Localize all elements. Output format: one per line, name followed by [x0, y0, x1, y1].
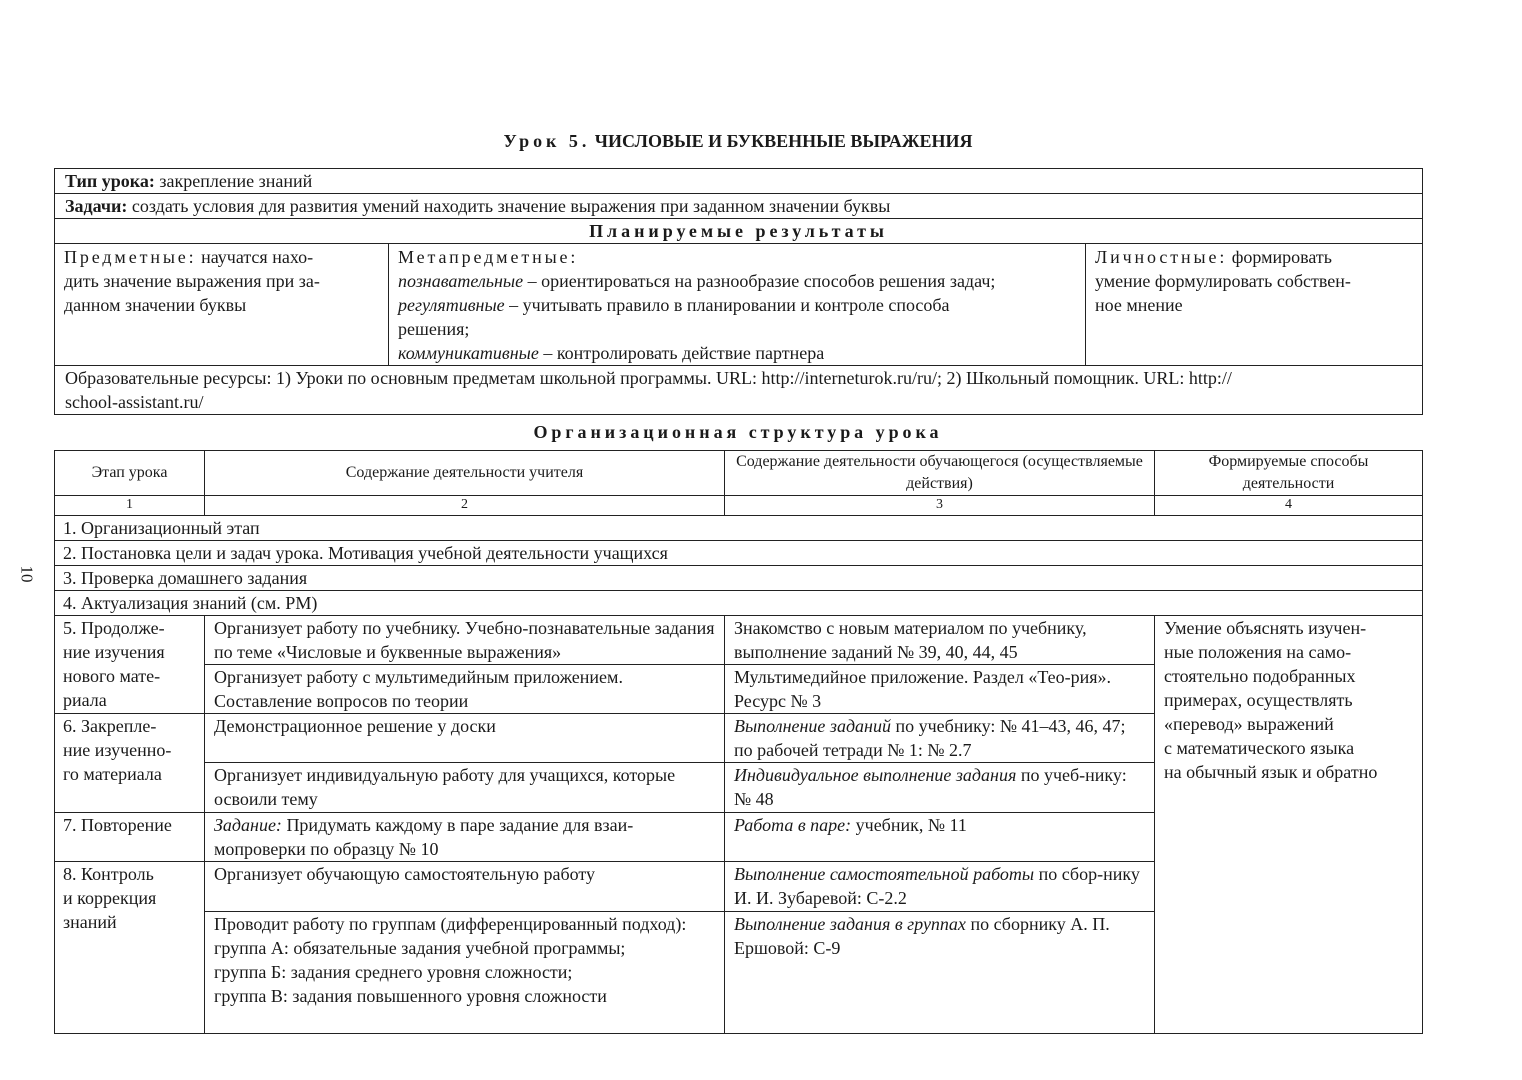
- col-header-skills: Формируемые способы деятельности: [1155, 451, 1423, 496]
- student-activity: [725, 763, 1155, 813]
- tasks-row: [55, 194, 1423, 219]
- student-activity-text: по сбор-нику И. И. Зубаревой: С-2.2: [734, 864, 1140, 908]
- meta-item-text: – учитывать правило в планировании и контроле способа: [509, 295, 950, 315]
- teacher-activity: Демонстрационное решение у доски: [205, 714, 725, 763]
- subject-results-cell: [55, 244, 389, 366]
- stage-row: 4. Актуализация знаний (см. РМ): [55, 591, 1423, 616]
- teacher-activity-text: Придумать каждому в паре задание для взаи-мопроверки по образцу № 10: [214, 815, 634, 859]
- personal-results-label: Личностные:: [1095, 247, 1228, 267]
- tasks-label: Задачи:: [65, 196, 128, 216]
- teacher-activity-italic: Задание:: [214, 815, 282, 835]
- teacher-activity: Организует работу по учебнику. Учебно-познавательные задания по теме «Числовые и буквенные выражения»: [205, 616, 725, 665]
- teacher-activity: Организует обучающую самостоятельную работу: [205, 862, 725, 912]
- page-number: 10: [17, 565, 37, 583]
- teacher-activity: [205, 813, 725, 862]
- subject-results-label: Предметные:: [64, 247, 197, 267]
- col-number: 3: [725, 496, 1155, 516]
- meta-item-text: – ориентироваться на разнообразие способов решения задач;: [527, 271, 996, 291]
- teacher-activity: Проводит работу по группам (дифференцированный подход): группа А: обязательные задания учебной программы; группа Б: задания среднего уровня сложности; группа В: задания повышенного уровня сложности: [205, 912, 725, 1034]
- col-number: 2: [205, 496, 725, 516]
- meta-item-text: – контролировать действие партнера: [543, 343, 825, 363]
- stage-name: 5. Продолже- ние изучения нового мате- риала: [55, 616, 205, 714]
- teacher-activity: Организует индивидуальную работу для учащихся, которые освоили тему: [205, 763, 725, 813]
- subject-results-line: научатся нахо-: [201, 247, 314, 267]
- meta-results-cell: [389, 244, 1086, 366]
- student-activity-italic: Работа в паре:: [734, 815, 852, 835]
- stage-row: 3. Проверка домашнего задания: [55, 566, 1423, 591]
- meta-results-label: Метапредметные:: [398, 247, 579, 267]
- col-header-student: Содержание деятельности обучающегося (осуществляемые действия): [725, 451, 1155, 496]
- student-activity: [725, 862, 1155, 912]
- planned-results-heading: Планируемые результаты: [55, 219, 1423, 244]
- stage-row: 2. Постановка цели и задач урока. Мотивация учебной деятельности учащихся: [55, 541, 1423, 566]
- stage-name: 7. Повторение: [55, 813, 205, 862]
- col-header-stage: Этап урока: [55, 451, 205, 496]
- subject-results-line: дить значение выражения при за-: [64, 271, 320, 291]
- student-activity-text: учебник, № 11: [851, 815, 967, 835]
- student-activity-italic: Выполнение самостоятельной работы: [734, 864, 1035, 884]
- lesson-type-row: [55, 169, 1423, 194]
- stage-row: 1. Организационный этап: [55, 516, 1423, 541]
- student-activity: [725, 912, 1155, 1034]
- title-lead: Урок 5.: [503, 131, 591, 151]
- resources-row: [55, 366, 1423, 415]
- page-title: [54, 131, 1422, 152]
- org-structure-table: [54, 450, 1423, 1034]
- student-activity-text: по учеб-нику: № 48: [734, 765, 1127, 809]
- student-activity-italic: Выполнение заданий: [734, 716, 891, 736]
- org-structure-heading: Организационная структура урока: [533, 422, 943, 442]
- lesson-type-value: закрепление знаний: [159, 171, 313, 191]
- title-main: ЧИСЛОВЫЕ И БУКВЕННЫЕ ВЫРАЖЕНИЯ: [594, 131, 973, 151]
- subject-results-line: данном значении буквы: [64, 295, 247, 315]
- stage-name: 8. Контроль и коррекция знаний: [55, 862, 205, 1034]
- tasks-value: создать условия для развития умений находить значение выражения при заданном значении буквы: [131, 196, 891, 216]
- lesson-type-label: Тип урока:: [65, 171, 155, 191]
- student-activity: Мультимедийное приложение. Раздел «Тео-рия». Ресурс № 3: [725, 665, 1155, 714]
- meta-item-type: регулятивные: [398, 295, 505, 315]
- teacher-activity: Организует работу с мультимедийным приложением. Составление вопросов по теории: [205, 665, 725, 714]
- skills-cell: Умение объяснять изучен- ные положения на само- стоятельно подобранных примерах, осуществлять «перевод» выражений с математического языка на обычный язык и обратно: [1155, 616, 1423, 1034]
- personal-results-line: умение формулировать собствен-: [1095, 271, 1351, 291]
- student-activity-text: по сборнику А. П. Ершовой: С-9: [734, 914, 1110, 958]
- stage-name: 6. Закрепле- ние изученно- го материала: [55, 714, 205, 813]
- student-activity-text: по учебнику: № 41–43, 46, 47; по рабочей тетради № 1: № 2.7: [734, 716, 1126, 760]
- resources-line: Образовательные ресурсы: 1) Уроки по основным предметам школьной программы. URL: http://interneturok.ru/ru/; 2) Школьный помощник. URL: http://: [65, 368, 1232, 388]
- meta-item-type: коммуникативные: [398, 343, 539, 363]
- student-activity-italic: Выполнение задания в группах: [734, 914, 966, 934]
- resources-line: school-assistant.ru/: [65, 392, 204, 412]
- student-activity: [725, 813, 1155, 862]
- meta-item-type: познавательные: [398, 271, 524, 291]
- personal-results-cell: [1086, 244, 1423, 366]
- col-header-teacher: Содержание деятельности учителя: [205, 451, 725, 496]
- student-activity: Знакомство с новым материалом по учебнику, выполнение заданий № 39, 40, 44, 45: [725, 616, 1155, 665]
- student-activity-italic: Индивидуальное выполнение задания: [734, 765, 1017, 785]
- col-number: 1: [55, 496, 205, 516]
- col-number: 4: [1155, 496, 1423, 516]
- personal-results-line: формировать: [1231, 247, 1333, 267]
- personal-results-line: ное мнение: [1095, 295, 1183, 315]
- meta-item-text: решения;: [398, 319, 470, 339]
- lesson-info-table: [54, 168, 1423, 415]
- student-activity: [725, 714, 1155, 763]
